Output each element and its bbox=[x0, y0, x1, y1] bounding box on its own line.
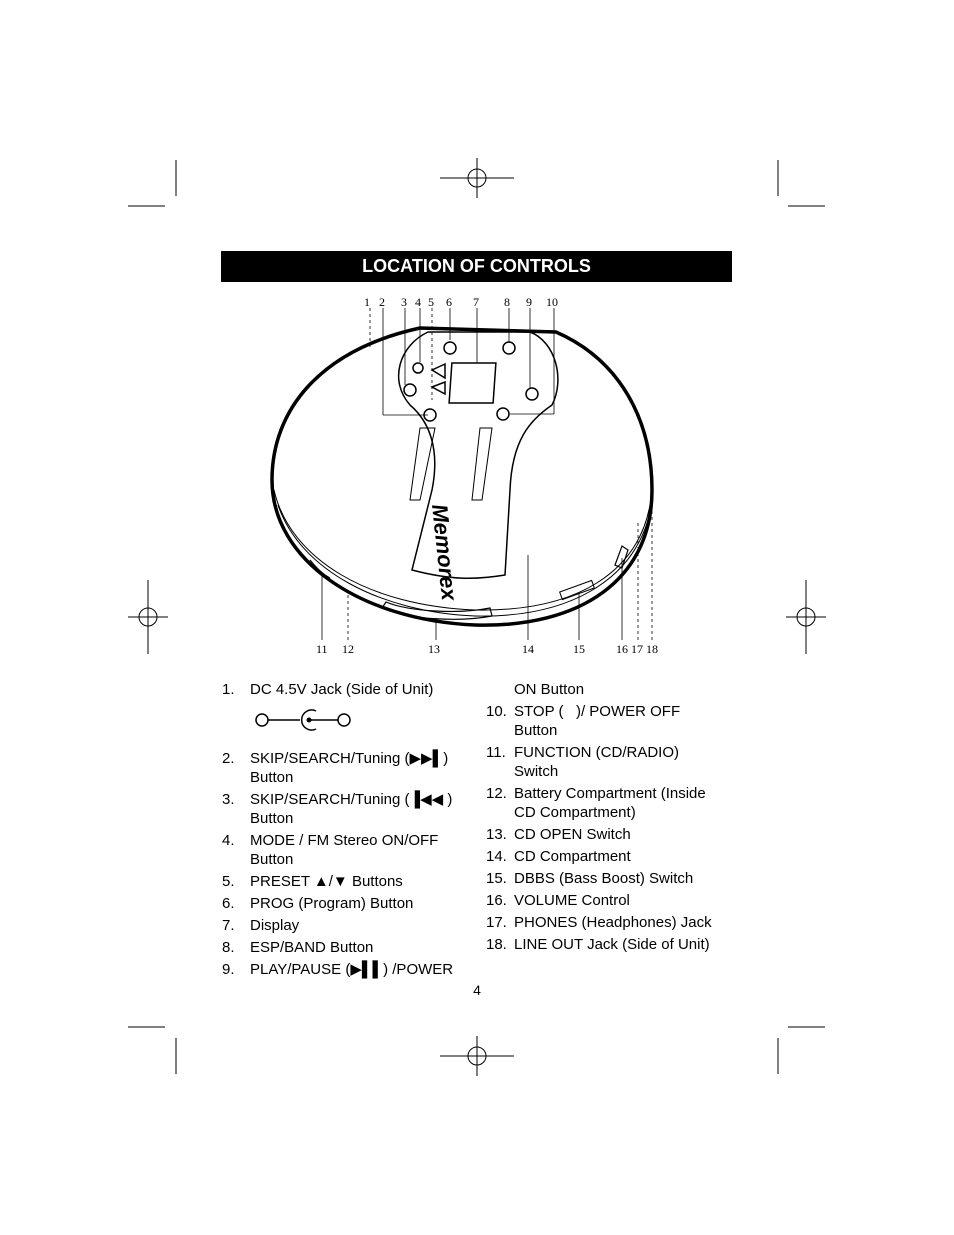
callout-2: 2 bbox=[379, 295, 385, 309]
callout-9: 9 bbox=[526, 295, 532, 309]
volume-control bbox=[615, 546, 628, 568]
callout-5: 5 bbox=[428, 295, 434, 309]
cd-player-diagram bbox=[260, 290, 680, 660]
list-item: 17. PHONES (Headphones) Jack bbox=[486, 914, 712, 931]
controls-list-right bbox=[486, 680, 736, 957]
player-body-outline bbox=[272, 328, 652, 625]
callouts-bottom bbox=[316, 642, 658, 656]
callout-7: 7 bbox=[473, 295, 479, 309]
callout-3: 3 bbox=[401, 295, 407, 309]
list-item-continuation: ON Button bbox=[514, 681, 585, 698]
list-item: 18. LINE OUT Jack (Side of Unit) bbox=[486, 936, 710, 953]
callout-10: 10 bbox=[546, 295, 558, 309]
skip-forward-button bbox=[404, 384, 416, 396]
list-item: 12. Battery Compartment (Inside CD Compartment) bbox=[486, 785, 706, 821]
section-title: LOCATION OF CONTROLS bbox=[221, 251, 732, 282]
list-item: 3. SKIP/SEARCH/Tuning (▐◀◀ ) Button bbox=[222, 791, 453, 827]
esp-band-button bbox=[503, 342, 515, 354]
list-item: 1. DC 4.5V Jack (Side of Unit) bbox=[222, 681, 434, 698]
display bbox=[449, 363, 496, 403]
dc-jack-polarity-icon bbox=[254, 706, 354, 734]
cd-open-switch bbox=[382, 602, 492, 619]
mode-button bbox=[413, 363, 423, 373]
callout-14: 14 bbox=[522, 642, 534, 656]
callout-17: 17 bbox=[631, 642, 643, 656]
callout-8: 8 bbox=[504, 295, 510, 309]
list-item: 9. PLAY/PAUSE (▶▌▌) /POWER bbox=[222, 961, 454, 978]
list-item: 5. PRESET ▲/▼ Buttons bbox=[222, 873, 403, 890]
preset-buttons bbox=[432, 364, 445, 394]
callout-16: 16 bbox=[616, 642, 628, 656]
controls-list-left bbox=[222, 680, 472, 982]
callout-11: 11 bbox=[316, 642, 328, 656]
list-item: 16. VOLUME Control bbox=[486, 892, 630, 909]
list-item: 15. DBBS (Bass Boost) Switch bbox=[486, 870, 694, 887]
stop-button bbox=[497, 408, 509, 420]
list-item: 7. Display bbox=[222, 917, 300, 934]
callout-18: 18 bbox=[646, 642, 658, 656]
list-item: 13. CD OPEN Switch bbox=[486, 826, 631, 843]
list-item: 14. CD Compartment bbox=[486, 848, 631, 865]
prog-button bbox=[444, 342, 456, 354]
callout-13: 13 bbox=[428, 642, 440, 656]
callout-4: 4 bbox=[415, 295, 421, 309]
list-item: 8. ESP/BAND Button bbox=[222, 939, 374, 956]
list-item: 6. PROG (Program) Button bbox=[222, 895, 414, 912]
callouts-top bbox=[364, 295, 558, 309]
callout-1: 1 bbox=[364, 295, 370, 309]
list-item: 2. SKIP/SEARCH/Tuning (▶▶▌) Button bbox=[222, 750, 449, 786]
list-item: 4. MODE / FM Stereo ON/OFF Button bbox=[222, 832, 439, 868]
list-item: 11. FUNCTION (CD/RADIO) Switch bbox=[486, 744, 679, 780]
brand-logo: Memorex bbox=[427, 502, 462, 602]
callout-12: 12 bbox=[342, 642, 354, 656]
dbbs-switch bbox=[560, 580, 595, 599]
list-item: 10. STOP ( )/ POWER OFF Button bbox=[486, 703, 681, 739]
play-pause-button bbox=[526, 388, 538, 400]
callout-15: 15 bbox=[573, 642, 585, 656]
page-number: 4 bbox=[473, 982, 481, 998]
callout-6: 6 bbox=[446, 295, 452, 309]
